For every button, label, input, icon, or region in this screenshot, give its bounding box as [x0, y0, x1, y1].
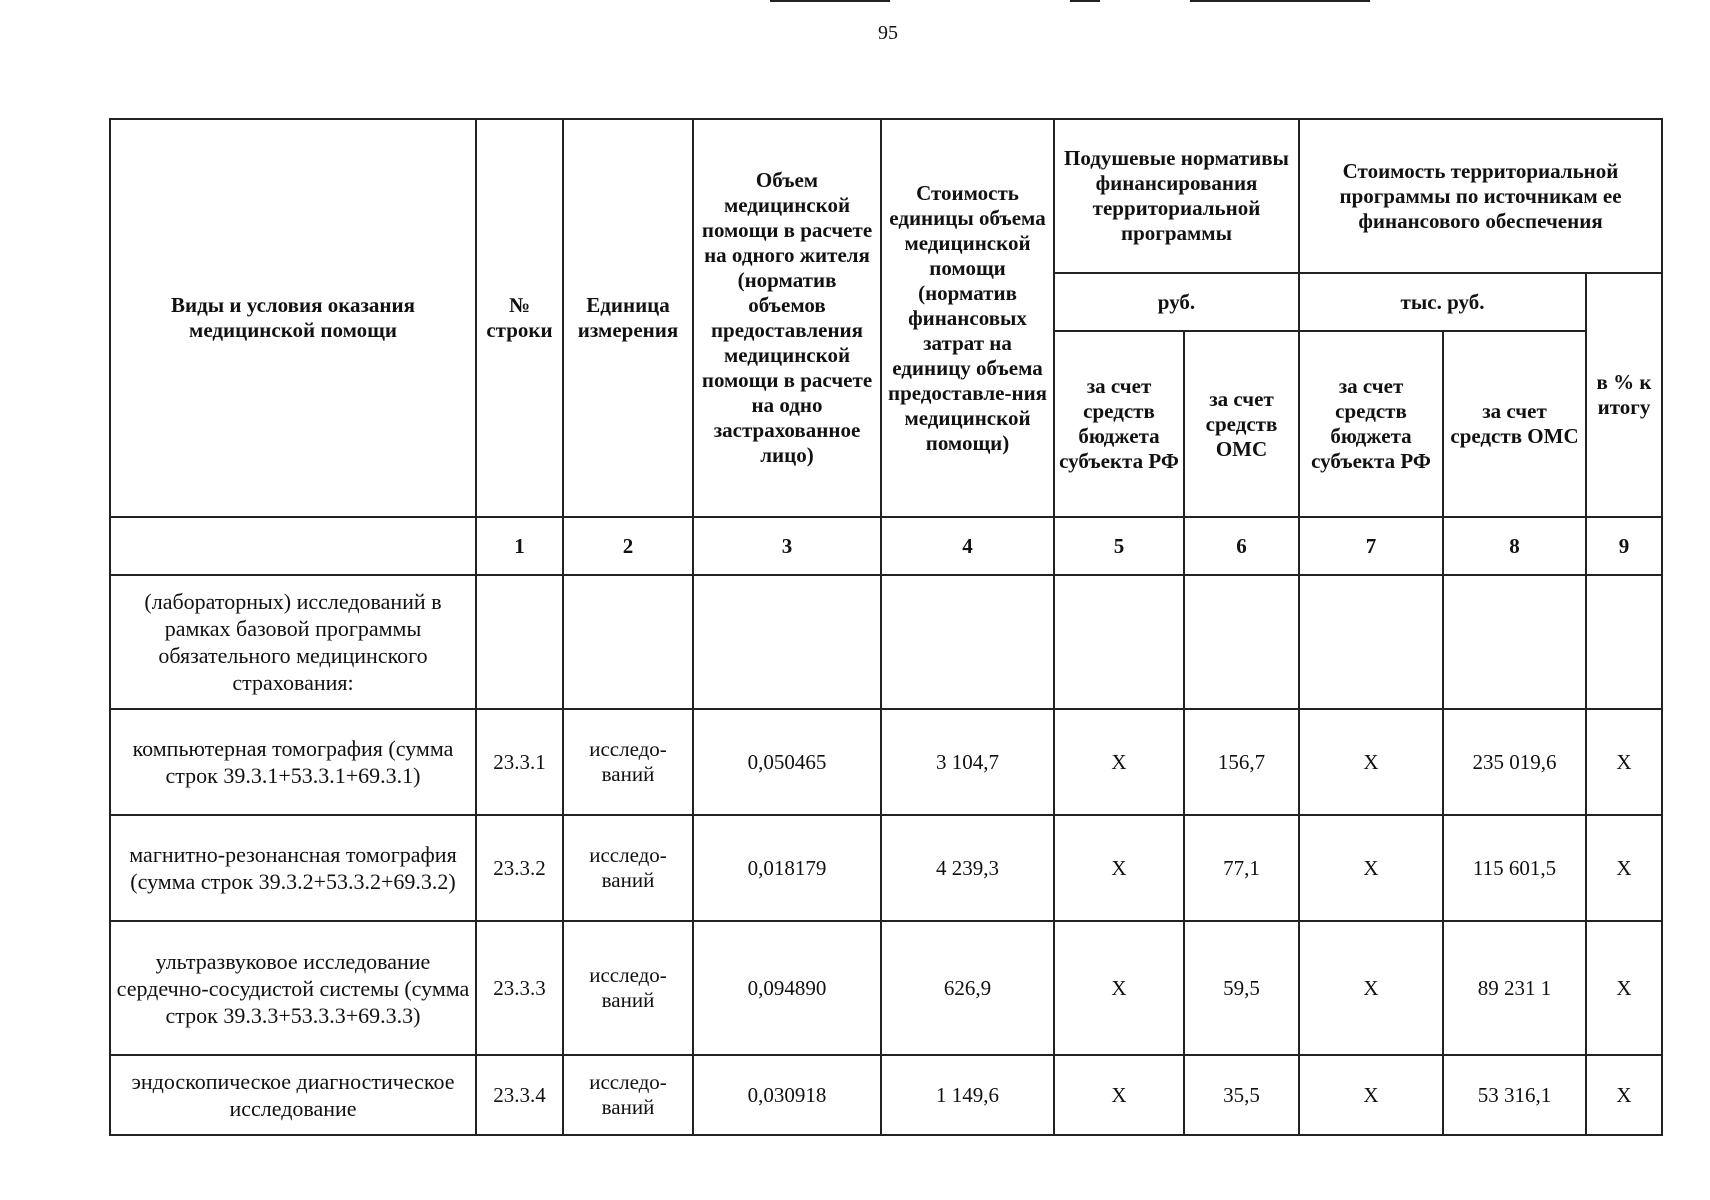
row-budget-total: X: [1299, 815, 1443, 921]
table-row: [110, 709, 1662, 815]
row-oms: 77,1: [1184, 815, 1299, 921]
row-oms-total: 89 231 1: [1443, 921, 1586, 1055]
row-percent: X: [1586, 709, 1662, 815]
table-row: [110, 921, 1662, 1055]
row-name: эндоскопическое диагностическое исследование: [110, 1055, 476, 1135]
row-budget-total: X: [1299, 1055, 1443, 1135]
row-cost: 626,9: [881, 921, 1054, 1055]
header-budget-rf-total: за счет средств бюджета субъекта РФ: [1299, 331, 1443, 517]
row-budget: X: [1054, 921, 1184, 1055]
column-number-cell: 6: [1184, 517, 1299, 575]
row-line-number: 23.3.4: [476, 1055, 563, 1135]
row-volume: 0,050465: [693, 709, 881, 815]
row-cost: 1 149,6: [881, 1055, 1054, 1135]
row-cost: 4 239,3: [881, 815, 1054, 921]
empty-cell: [1184, 575, 1299, 709]
row-percent: X: [1586, 815, 1662, 921]
row-cost: 3 104,7: [881, 709, 1054, 815]
row-oms-total: 53 316,1: [1443, 1055, 1586, 1135]
header-percent: в % к итогу: [1586, 273, 1662, 517]
header-oms: за счет средств ОМС: [1184, 331, 1299, 517]
empty-cell: [1299, 575, 1443, 709]
header-rub: руб.: [1054, 273, 1299, 331]
empty-cell: [563, 575, 693, 709]
header-per-capita: Подушевые нормативы финансирования территориальной программы: [1054, 119, 1299, 273]
row-budget: X: [1054, 815, 1184, 921]
empty-cell: [881, 575, 1054, 709]
column-number-cell: 5: [1054, 517, 1184, 575]
row-volume: 0,018179: [693, 815, 881, 921]
row-percent: X: [1586, 921, 1662, 1055]
empty-cell: [693, 575, 881, 709]
header-unit-cost: Стоимость единицы объема медицинской помощи (норматив финансовых затрат на единицу объема предоставле-ния медицинской помощи): [881, 119, 1054, 517]
row-budget-total: X: [1299, 921, 1443, 1055]
row-oms: 156,7: [1184, 709, 1299, 815]
intro-row: [110, 575, 1662, 709]
row-oms-total: 235 019,6: [1443, 709, 1586, 815]
header-program-cost: Стоимость территориальной программы по источникам ее финансового обеспечения: [1299, 119, 1662, 273]
row-oms: 59,5: [1184, 921, 1299, 1055]
row-unit: исследо-ваний: [563, 815, 693, 921]
row-name: магнитно-резонансная томография (сумма строк 39.3.2+53.3.2+69.3.2): [110, 815, 476, 921]
row-unit: исследо-ваний: [563, 921, 693, 1055]
row-volume: 0,094890: [693, 921, 881, 1055]
column-number-cell: 4: [881, 517, 1054, 575]
financing-table: [109, 118, 1663, 1136]
empty-cell: [1586, 575, 1662, 709]
column-number-cell: 8: [1443, 517, 1586, 575]
header-kinds: Виды и условия оказания медицинской помощи: [110, 119, 476, 517]
column-number-row: [110, 517, 1662, 575]
page-number: 95: [878, 22, 898, 44]
table-row: [110, 1055, 1662, 1135]
top-rule: [1070, 0, 1100, 2]
row-name: ультразвуковое исследование сердечно-сосудистой системы (сумма строк 39.3.3+53.3.3+69.3.3): [110, 921, 476, 1055]
row-oms: 35,5: [1184, 1055, 1299, 1135]
header-row-1: [110, 119, 1662, 273]
column-number-cell: 3: [693, 517, 881, 575]
column-number-cell: 2: [563, 517, 693, 575]
top-rule: [770, 0, 890, 2]
row-unit: исследо-ваний: [563, 1055, 693, 1135]
row-budget-total: X: [1299, 709, 1443, 815]
table-row: [110, 815, 1662, 921]
top-rule: [1190, 0, 1370, 2]
row-volume: 0,030918: [693, 1055, 881, 1135]
intro-row-name: (лабораторных) исследований в рамках базовой программы обязательного медицинского страхования:: [110, 575, 476, 709]
row-line-number: 23.3.3: [476, 921, 563, 1055]
row-name: компьютерная томография (сумма строк 39.3.1+53.3.1+69.3.1): [110, 709, 476, 815]
row-unit: исследо-ваний: [563, 709, 693, 815]
row-oms-total: 115 601,5: [1443, 815, 1586, 921]
header-line-number: № строки: [476, 119, 563, 517]
row-budget: X: [1054, 1055, 1184, 1135]
header-volume: Объем медицинской помощи в расчете на одного жителя (норматив объемов предоставления медицинской помощи в расчете на одно застрахованное лицо): [693, 119, 881, 517]
column-number-cell: 7: [1299, 517, 1443, 575]
row-budget: X: [1054, 709, 1184, 815]
row-percent: X: [1586, 1055, 1662, 1135]
empty-cell: [476, 575, 563, 709]
row-line-number: 23.3.1: [476, 709, 563, 815]
row-line-number: 23.3.2: [476, 815, 563, 921]
header-unit: Единица измерения: [563, 119, 693, 517]
column-number-cell: 1: [476, 517, 563, 575]
header-oms-total: за счет средств ОМС: [1443, 331, 1586, 517]
column-number-cell: 9: [1586, 517, 1662, 575]
empty-cell: [1054, 575, 1184, 709]
column-number-cell: [110, 517, 476, 575]
header-budget-rf: за счет средств бюджета субъекта РФ: [1054, 331, 1184, 517]
empty-cell: [1443, 575, 1586, 709]
header-thous-rub: тыс. руб.: [1299, 273, 1586, 331]
